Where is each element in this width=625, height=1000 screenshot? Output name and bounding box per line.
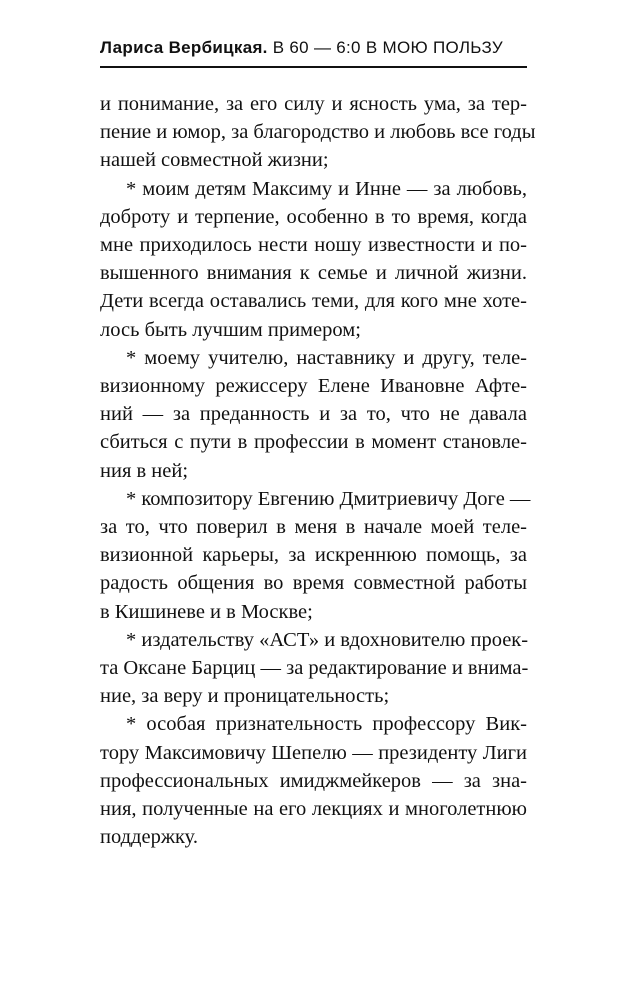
- paragraph: [100, 90, 536, 175]
- body-text: [100, 90, 536, 851]
- paragraph: [100, 344, 527, 485]
- text-line: лось быть лучшим примером;: [100, 318, 361, 341]
- text-line: доброту и терпение, особенно в то время, когда: [100, 205, 527, 228]
- text-line: ния, полученные на его лекциях и многолетнюю: [100, 798, 527, 821]
- text-line: * моим детям Максиму и Инне — за любовь,: [126, 177, 527, 200]
- text-line: мне приходилось нести ношу известности и по-: [100, 234, 527, 257]
- text-line: за то, что поверил в меня в начале моей теле-: [100, 516, 527, 539]
- text-line: * особая признательность профессору Вик-: [126, 713, 527, 736]
- paragraph: [100, 175, 527, 344]
- text-line: поддержку.: [100, 826, 198, 849]
- text-line: пение и юмор, за благородство и любовь все годы: [100, 121, 536, 144]
- text-line: радость общения во время совместной работы: [100, 572, 527, 595]
- text-line: в Кишиневе и в Москве;: [100, 600, 313, 623]
- text-line: тору Максимовичу Шепелю — президенту Лиги: [100, 741, 527, 764]
- running-head-author: Лариса Вербицкая.: [100, 38, 268, 57]
- text-line: профессиональных имиджмейкеров — за зна-: [100, 769, 527, 792]
- text-line: и понимание, за его силу и ясность ума, за тер-: [100, 93, 527, 115]
- text-line: нашей совместной жизни;: [100, 149, 329, 172]
- paragraph: [100, 710, 527, 851]
- text-line: ние, за веру и проницательность;: [100, 685, 390, 708]
- text-line: вышенного внимания к семье и личной жизни.: [100, 262, 527, 285]
- text-line: * издательству «АСТ» и вдохновителю проек-: [126, 628, 529, 651]
- paragraph: [100, 485, 531, 626]
- text-line: * композитору Евгению Дмитриевичу Доге —: [126, 487, 531, 510]
- text-line: визионной карьеры, за искреннюю помощь, за: [100, 544, 527, 567]
- running-head-title: В 60 — 6:0 В МОЮ ПОЛЬЗУ: [272, 38, 504, 57]
- paragraph: [100, 626, 527, 711]
- text-line: Дети всегда оставались теми, для кого мне хоте-: [100, 290, 527, 313]
- text-line: ний — за преданность и за то, что не давала: [100, 403, 527, 426]
- text-line: визионному режиссеру Елене Ивановне Афте-: [100, 375, 527, 398]
- text-line: * моему учителю, наставнику и другу, теле-: [126, 346, 527, 369]
- running-head: [100, 38, 527, 58]
- header-rule: [100, 66, 527, 68]
- text-line: сбиться с пути в профессии в момент становле-: [100, 431, 527, 454]
- text-line: ния в ней;: [100, 459, 189, 482]
- text-line: та Оксане Барциц — за редактирование и внима-: [100, 657, 529, 680]
